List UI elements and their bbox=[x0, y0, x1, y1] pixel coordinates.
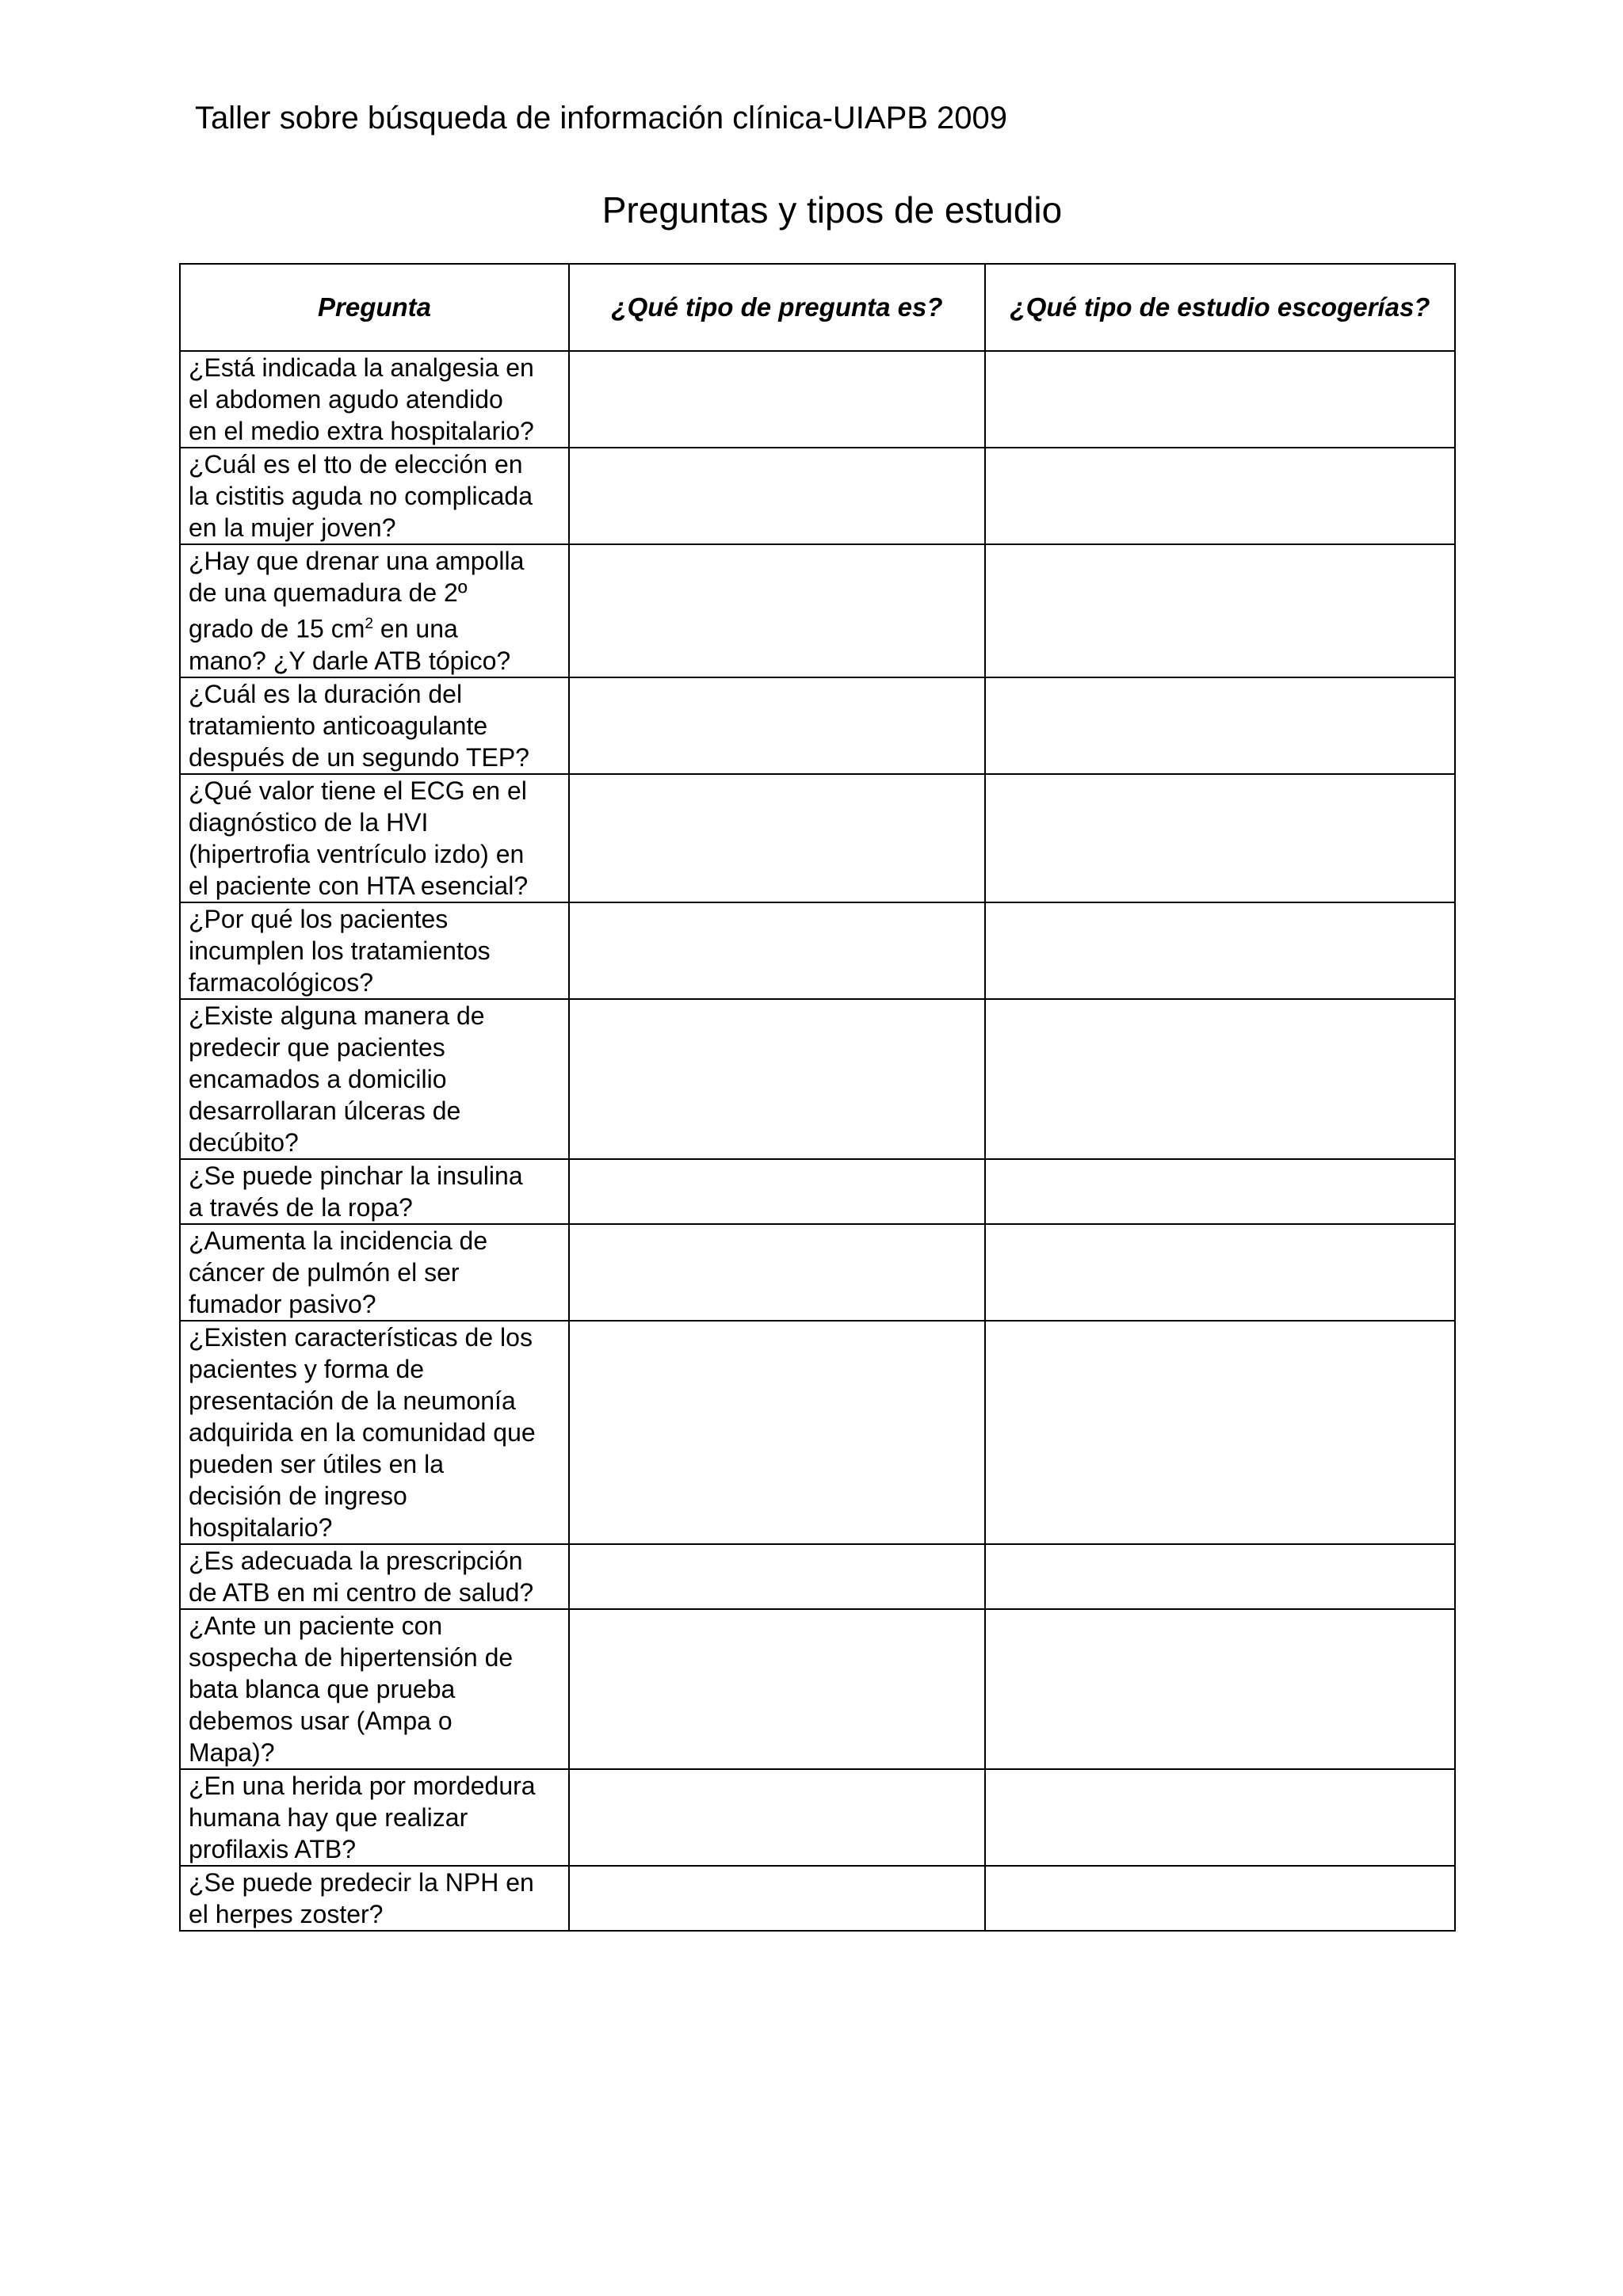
question-cell: ¿Se puede pinchar la insulina a través de la ropa? bbox=[180, 1159, 569, 1224]
study-type-cell[interactable] bbox=[985, 1866, 1455, 1931]
table-row bbox=[180, 544, 1455, 677]
table-row bbox=[180, 902, 1455, 999]
question-cell: ¿Cuál es el tto de elección en la cistitis aguda no complicada en la mujer joven? bbox=[180, 448, 569, 544]
question-cell: ¿Ante un paciente con sospecha de hipertensión de bata blanca que prueba debemos usar (Ampa o Mapa)? bbox=[180, 1609, 569, 1769]
question-type-cell[interactable] bbox=[569, 677, 985, 774]
study-type-cell[interactable] bbox=[985, 1769, 1455, 1866]
superscript-exponent: 2 bbox=[365, 616, 374, 632]
question-type-cell[interactable] bbox=[569, 1769, 985, 1866]
study-type-cell[interactable] bbox=[985, 1321, 1455, 1544]
question-type-cell[interactable] bbox=[569, 1224, 985, 1321]
column-header-tipo-estudio: ¿Qué tipo de estudio escogerías? bbox=[985, 264, 1455, 351]
question-type-cell[interactable] bbox=[569, 1609, 985, 1769]
study-type-cell[interactable] bbox=[985, 774, 1455, 902]
table-row bbox=[180, 448, 1455, 544]
question-cell: ¿Existen características de los pacientes y forma de presentación de la neumonía adquirida en la comunidad que pueden ser útiles en la decisión de ingreso hospitalario? bbox=[180, 1321, 569, 1544]
table-row bbox=[180, 1224, 1455, 1321]
study-type-cell[interactable] bbox=[985, 1544, 1455, 1609]
table-row bbox=[180, 1769, 1455, 1866]
table-row bbox=[180, 1866, 1455, 1931]
question-type-cell[interactable] bbox=[569, 448, 985, 544]
question-type-cell[interactable] bbox=[569, 544, 985, 677]
question-type-cell[interactable] bbox=[569, 1866, 985, 1931]
table-row bbox=[180, 351, 1455, 448]
question-cell: ¿Por qué los pacientes incumplen los tratamientos farmacológicos? bbox=[180, 902, 569, 999]
study-type-cell[interactable] bbox=[985, 351, 1455, 448]
question-type-cell[interactable] bbox=[569, 1544, 985, 1609]
column-header-tipo-pregunta: ¿Qué tipo de pregunta es? bbox=[569, 264, 985, 351]
column-header-pregunta: Pregunta bbox=[180, 264, 569, 351]
question-cell: ¿Aumenta la incidencia de cáncer de pulmón el ser fumador pasivo? bbox=[180, 1224, 569, 1321]
study-type-cell[interactable] bbox=[985, 999, 1455, 1159]
question-text-part: en una mano? ¿Y darle ATB tópico? bbox=[189, 614, 511, 675]
study-type-cell[interactable] bbox=[985, 1224, 1455, 1321]
question-type-cell[interactable] bbox=[569, 774, 985, 902]
table-row bbox=[180, 1321, 1455, 1544]
table-row bbox=[180, 1544, 1455, 1609]
table-row bbox=[180, 677, 1455, 774]
table-header-row bbox=[180, 264, 1455, 351]
study-type-cell[interactable] bbox=[985, 902, 1455, 999]
table-row bbox=[180, 774, 1455, 902]
table-row bbox=[180, 1609, 1455, 1769]
question-cell: ¿Qué valor tiene el ECG en el diagnóstico de la HVI (hipertrofia ventrículo izdo) en el paciente con HTA esencial? bbox=[180, 774, 569, 902]
question-cell: ¿Cuál es la duración del tratamiento anticoagulante después de un segundo TEP? bbox=[180, 677, 569, 774]
study-type-cell[interactable] bbox=[985, 544, 1455, 677]
questions-table bbox=[179, 263, 1456, 1932]
study-type-cell[interactable] bbox=[985, 1609, 1455, 1769]
question-text-part: ¿Hay que drenar una ampolla de una quemadura de 2º grado de 15 cm bbox=[189, 547, 525, 643]
study-type-cell[interactable] bbox=[985, 677, 1455, 774]
question-type-cell[interactable] bbox=[569, 999, 985, 1159]
question-type-cell[interactable] bbox=[569, 1321, 985, 1544]
question-cell: ¿Es adecuada la prescripción de ATB en mi centro de salud? bbox=[180, 1544, 569, 1609]
question-cell: ¿Existe alguna manera de predecir que pacientes encamados a domicilio desarrollaran úlceras de decúbito? bbox=[180, 999, 569, 1159]
table-row bbox=[180, 999, 1455, 1159]
table-row bbox=[180, 1159, 1455, 1224]
study-type-cell[interactable] bbox=[985, 1159, 1455, 1224]
page-title: Preguntas y tipos de estudio bbox=[601, 189, 1063, 231]
question-type-cell[interactable] bbox=[569, 351, 985, 448]
question-cell: ¿En una herida por mordedura humana hay que realizar profilaxis ATB? bbox=[180, 1769, 569, 1866]
question-type-cell[interactable] bbox=[569, 1159, 985, 1224]
question-cell bbox=[180, 544, 569, 677]
question-cell: ¿Se puede predecir la NPH en el herpes zoster? bbox=[180, 1866, 569, 1931]
study-type-cell[interactable] bbox=[985, 448, 1455, 544]
question-type-cell[interactable] bbox=[569, 902, 985, 999]
document-header: Taller sobre búsqueda de información clínica-UIAPB 2009 bbox=[195, 101, 1008, 135]
question-cell: ¿Está indicada la analgesia en el abdomen agudo atendido en el medio extra hospitalario? bbox=[180, 351, 569, 448]
